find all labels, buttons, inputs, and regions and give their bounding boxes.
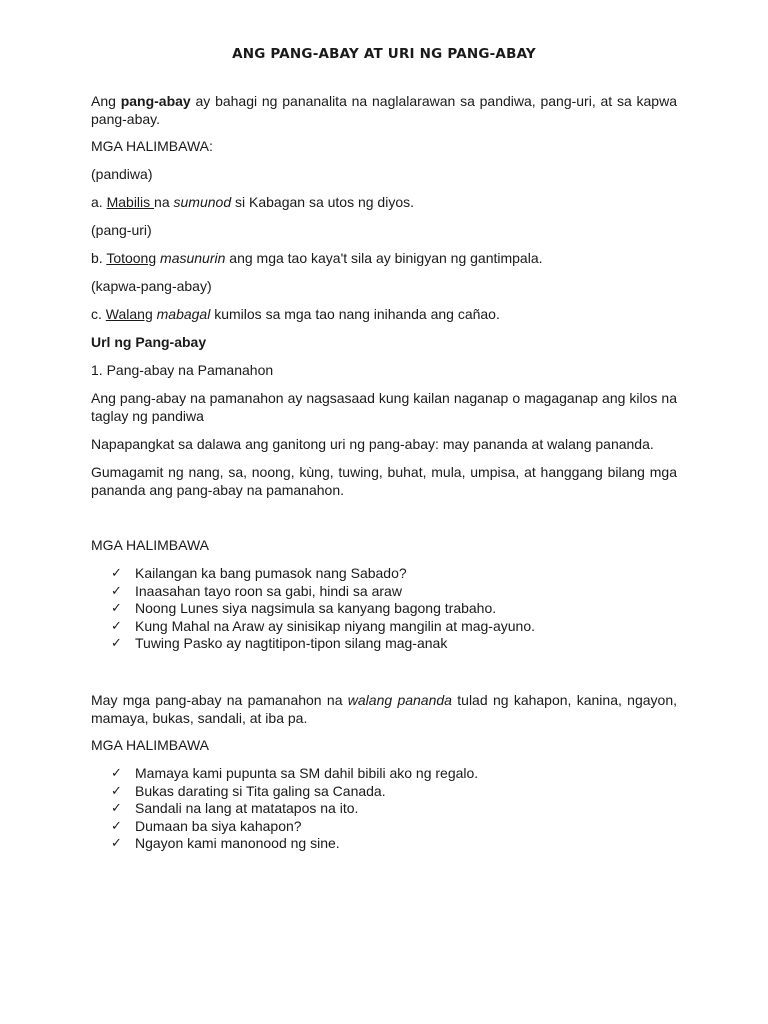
underlined-abay: Walang [105, 306, 153, 322]
list-item-text: Dumaan ba siya kahapon? [135, 817, 302, 834]
subsection-heading: 1. Pang-abay na Pamanahon [91, 362, 274, 378]
list-item [91, 818, 677, 836]
walang-pananda-paragraph: May mga pang-abay na pamanahon na walang pananda tulad ng kahapon, kanina, ngayon, mamaya, bukas, sandali, at iba pa. [91, 692, 678, 726]
section-heading: Url ng Pang-abay [91, 334, 207, 350]
examples-list-walang-pananda [91, 765, 677, 853]
list-item [91, 618, 677, 636]
list-item-text: Mamaya kami pupunta sa SM dahil bibili ako ng regalo. [135, 765, 479, 781]
list-item [91, 583, 677, 601]
italic-word: mabagal [156, 306, 211, 322]
list-item-text: Bukas darating si Tita galing sa Canada. [135, 782, 386, 799]
list-item [91, 783, 677, 801]
underlined-abay: Mabilis [106, 194, 155, 210]
document-title: ANG PANG-ABAY AT URI NG PANG-ABAY [232, 46, 536, 62]
checkmark-icon: ✓ [111, 636, 122, 651]
category-label: (pandiwa) [91, 166, 153, 182]
underlined-abay: Totoong [106, 250, 157, 266]
checkmark-icon: ✓ [111, 818, 122, 834]
italic-term: walang pananda [347, 692, 452, 708]
list-item [91, 600, 677, 618]
list-item [91, 565, 677, 583]
list-item [91, 765, 677, 783]
term-pang-abay: pang-abay [120, 93, 191, 109]
italic-word: masunurin [160, 250, 226, 266]
checkmark-icon: ✓ [111, 801, 122, 816]
intro-paragraph: Ang pang-abay ay bahagi ng pananalita na naglalarawan sa pandiwa, pang-uri, at sa kapwa pang-abay. [91, 93, 677, 127]
example-sentence-b: b. Totoong masunurin ang mga tao kaya't sila ay binigyan ng gantimpala. [91, 250, 543, 266]
list-item [91, 835, 677, 853]
checkmark-icon: ✓ [111, 601, 122, 616]
list-item [91, 635, 677, 653]
checkmark-icon: ✓ [111, 766, 122, 781]
category-label: (kapwa-pang-abay) [91, 278, 212, 294]
examples-list-may-pananda [91, 565, 677, 653]
example-sentence-c: c. Walang mabagal kumilos sa mga tao nang inihanda ang cañao. [91, 306, 500, 322]
example-sentence-a: a. Mabilis na sumunod si Kabagan sa utos ng diyos. [91, 194, 415, 210]
list-item-text: Sandali na lang at matatapos na ito. [135, 800, 359, 816]
markers-paragraph: Gumagamit ng nang, sa, noong, kùng, tuwing, buhat, mula, umpisa, at hanggang bilang mga pananda ang pang-abay na pamanahon. [91, 464, 677, 498]
grouping-paragraph: Napapangkat sa dalawa ang ganitong uri ng pang-abay: may pananda at walang pananda. [91, 436, 654, 452]
list-item-text: Kailangan ka bang pumasok nang Sabado? [135, 565, 407, 581]
checkmark-icon: ✓ [111, 618, 122, 634]
category-label: (pang-uri) [91, 222, 152, 238]
checkmark-icon: ✓ [111, 583, 122, 599]
checkmark-icon: ✓ [111, 783, 122, 799]
examples-heading: MGA HALIMBAWA [91, 737, 209, 753]
list-item-text: Ngayon kami manonood ng sine. [135, 835, 340, 851]
checkmark-icon: ✓ [111, 566, 122, 581]
list-item-text: Tuwing Pasko ay nagtitipon-tipon silang mag-anak [135, 635, 448, 651]
checkmark-icon: ✓ [111, 836, 122, 851]
examples-heading: MGA HALIMBAWA: [91, 138, 213, 154]
list-item [91, 800, 677, 818]
list-item-text: Noong Lunes siya nagsimula sa kanyang bagong trabaho. [135, 600, 497, 616]
italic-word: sumunod [173, 194, 232, 210]
list-item-text: Inaasahan tayo roon sa gabi, hindi sa araw [135, 582, 402, 599]
examples-heading: MGA HALIMBAWA [91, 537, 209, 553]
list-item-text: Kung Mahal na Araw ay sinisikap niyang mangilin at mag-ayuno. [135, 617, 536, 634]
definition-paragraph: Ang pang-abay na pamanahon ay nagsasaad kung kailan naganap o magaganap ang kilos na taglay ng pandiwa [91, 390, 677, 424]
